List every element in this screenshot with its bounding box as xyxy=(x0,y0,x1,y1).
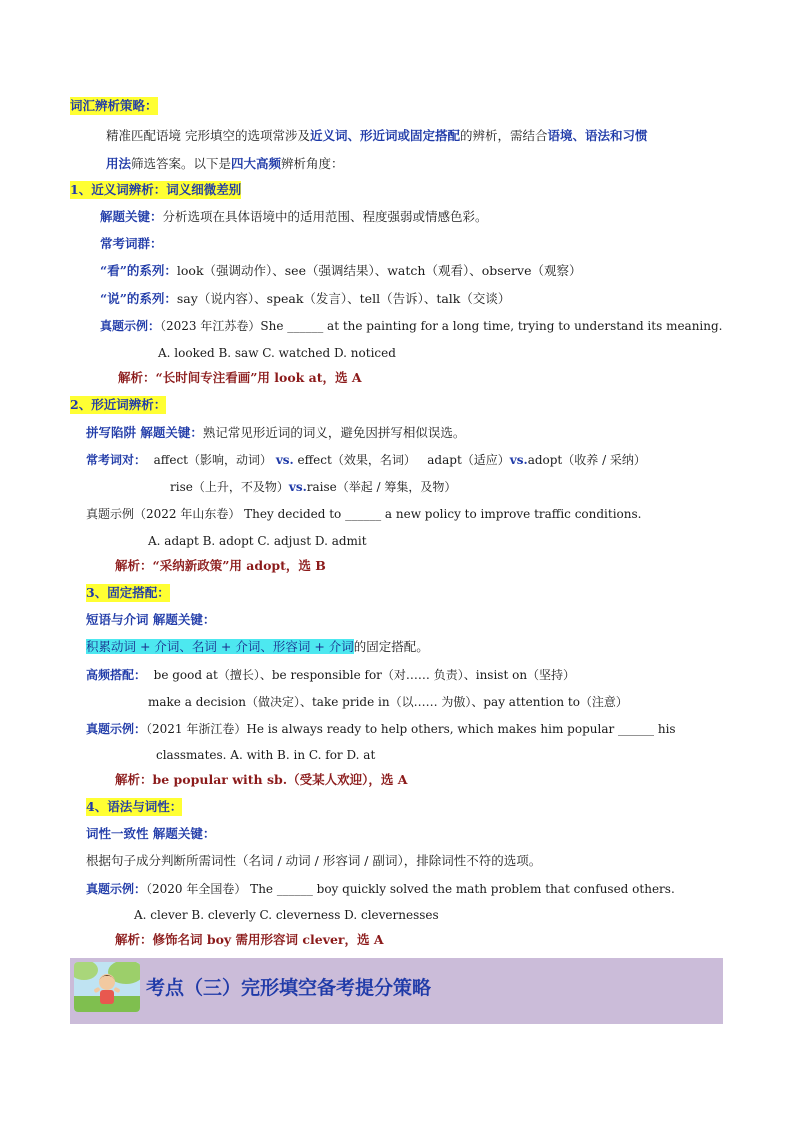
intro-text-b: 近义词、形近词或固定搭配 xyxy=(309,128,460,143)
sec2-example: 真题示例（2022 年山东卷） They decided to ______ a new policy to improve traffic conditions. xyxy=(86,507,642,521)
sec2-vs-2: vs. xyxy=(509,453,528,467)
sec2-vs-3: vs. xyxy=(288,480,307,494)
sec2-pair2b: adopt（收养 / 采纳） xyxy=(527,453,646,467)
section-banner xyxy=(70,958,723,1024)
sec2-pair1a: affect（影响，动词） xyxy=(153,453,272,467)
sec2-heading: 2、形近词辨析： xyxy=(70,397,167,412)
sec4-heading: 4、语法与词性： xyxy=(86,799,183,814)
sec3-freq-label: 高频搭配： xyxy=(86,668,147,682)
intro-text-f: 筛选答案。以下是 xyxy=(131,156,232,171)
banner-title: 考点（三）完形填空备考提分策略 xyxy=(146,977,432,999)
sec1-analysis: 解析：“长时间专注看画”用 look at，选 A xyxy=(118,370,362,385)
sec1-example-line xyxy=(100,317,723,335)
sec4-options: A. clever B. cleverly C. cleverness D. clevernesses xyxy=(134,908,439,922)
sec3-example-text: （2021 年浙江卷）He is always ready to help others, which makes him popular ______ his xyxy=(146,722,676,736)
sec2-pair3a: rise（上升，不及物） xyxy=(170,480,289,494)
sec4-example-label: 真题示例： xyxy=(86,882,147,896)
sec3-freq2: make a decision（做决定）、take pride in（以…… 为傲）、pay attention to（注意） xyxy=(148,695,628,709)
sec3-analysis: 解析：be popular with sb.（受某人欢迎），选 A xyxy=(115,772,408,787)
intro-text-a: 精准匹配语境 完形填空的选项常涉及 xyxy=(106,128,310,143)
sec4-key-text: 根据句子成分判断所需词性（名词 / 动词 / 形容词 / 副词），排除词性不符的选项。 xyxy=(86,853,542,868)
sec2-pair2a: adapt（适应） xyxy=(427,453,510,467)
sec1-example-label: 真题示例： xyxy=(100,319,161,333)
sec1-key-text: 分析选项在具体语境中的适用范围、程度强弱或情感色彩。 xyxy=(162,209,488,224)
sec4-example-line xyxy=(86,880,675,898)
intro-text-d: 语境、语法和习惯 xyxy=(547,128,648,143)
sec1-example-text: （2023 年江苏卷）She ______ at the painting for a long time, trying to understand its meaning. xyxy=(160,319,723,333)
sec1-look-text: look（强调动作）、see（强调结果）、watch（观看）、observe（观察） xyxy=(176,263,582,278)
sec4-analysis: 解析：修饰名词 boy 需用形容词 clever，选 A xyxy=(115,932,384,947)
strategy-intro-line1 xyxy=(106,127,648,145)
sec1-key-label: 解题关键： xyxy=(100,209,163,224)
sec1-look-label: “看”的系列： xyxy=(100,263,177,278)
sec2-pairs-label: 常考词对： xyxy=(86,453,147,467)
sec2-pair1b: effect（效果，名词） xyxy=(297,453,416,467)
sec1-key-line xyxy=(100,208,488,226)
sec3-heading: 3、固定搭配： xyxy=(86,585,170,600)
sec4-key-label: 词性一致性 解题关键： xyxy=(86,826,216,841)
sec3-highlight-tail: 的固定搭配。 xyxy=(353,639,429,654)
sec2-trap-label: 拼写陷阱 解题关键： xyxy=(86,425,203,440)
sec1-say-label: “说”的系列： xyxy=(100,291,177,306)
sec2-trap-text: 熟记常见形近词的词义，避免因拼写相似误选。 xyxy=(202,425,466,440)
sec2-analysis: 解析：“采纳新政策”用 adopt，选 B xyxy=(115,558,326,573)
sec2-pair3b: raise（举起 / 筹集，及物） xyxy=(306,480,457,494)
sec2-pair3-line xyxy=(170,478,456,496)
sec3-example-cont: classmates. A. with B. in C. for D. at xyxy=(156,748,376,762)
sec1-look-line xyxy=(100,262,581,280)
sec3-highlight-text: 积累动词 + 介词、名词 + 介词、形容词 + 介词 xyxy=(86,639,354,654)
banner-illustration xyxy=(74,962,140,1012)
sec2-options: A. adapt B. adopt C. adjust D. admit xyxy=(148,534,367,548)
sec3-key-label: 短语与介词 解题关键： xyxy=(86,612,216,627)
strategy-heading: 词汇辨析策略： xyxy=(70,98,158,113)
sec1-heading: 1、近义词辨析：词义细微差别 xyxy=(70,182,242,197)
sec2-vs-1: vs. xyxy=(275,453,294,467)
sec1-groups-label: 常考词群： xyxy=(100,236,163,251)
intro-text-h: 辨析角度： xyxy=(281,156,344,171)
sec3-example-label: 真题示例： xyxy=(86,722,147,736)
intro-text-g: 四大高频 xyxy=(231,156,282,171)
intro-text-e: 用法 xyxy=(106,156,132,171)
sec2-pairs-line xyxy=(86,451,646,469)
sec1-say-text: say（说内容）、speak（发言）、tell（告诉）、talk（交谈） xyxy=(176,291,511,306)
strategy-intro-line2 xyxy=(106,155,344,173)
sec3-hl-line xyxy=(86,638,429,656)
sec3-freq-line1 xyxy=(86,666,575,684)
sec1-say-line xyxy=(100,290,510,308)
sec1-options: A. looked B. saw C. watched D. noticed xyxy=(158,346,396,360)
sec4-example-text: （2020 年全国卷） The ______ boy quickly solved the math problem that confused others. xyxy=(146,882,675,896)
sec3-freq1: be good at（擅长）、be responsible for（对…… 负责）、insist on（坚持） xyxy=(153,668,576,682)
sec2-trap-line xyxy=(86,424,465,442)
sec3-example-line xyxy=(86,720,676,738)
intro-text-c: 的辨析，需结合 xyxy=(460,128,548,143)
